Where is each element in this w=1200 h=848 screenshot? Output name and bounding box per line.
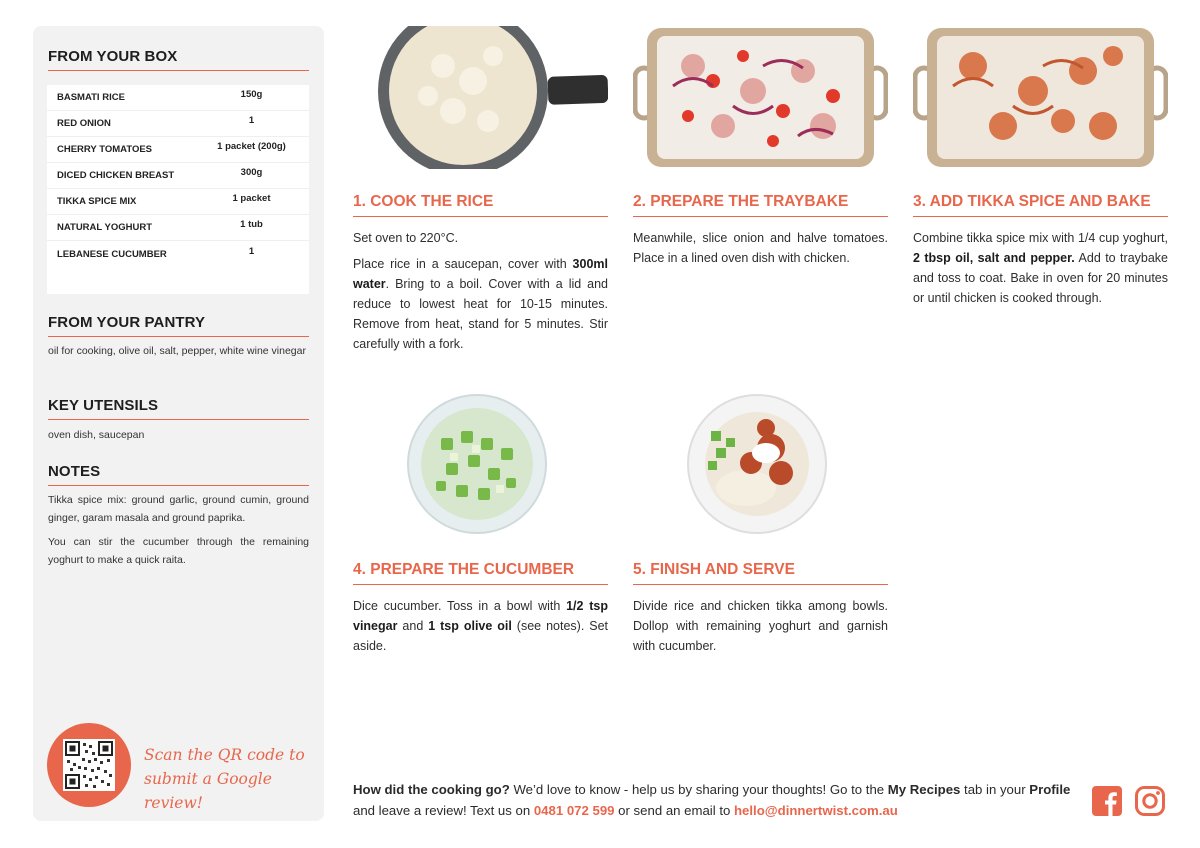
ingredient-quantity: 1 [248,245,255,257]
qr-caption-line-2: submit a Google review! [144,770,272,812]
instagram-icon[interactable] [1134,785,1166,817]
utensils-title: KEY UTENSILS [48,397,159,414]
step-paragraph [913,228,1168,308]
step-text-run: Add to traybake and toss to coat. Bake in oven for 20 minutes or until chicken is cooked through. [913,251,1168,305]
ingredient-quantity: 1 tub [240,219,263,230]
served-bowl-photo [686,393,828,535]
pantry-title: FROM YOUR PANTRY [48,314,206,331]
spiced-traybake-photo [913,26,1168,169]
step-text-run: Dice cucumber. Toss in a bowl with [353,599,567,613]
step-4-text [353,596,608,662]
step-3-text [913,228,1168,314]
step-3-rule [913,216,1168,217]
step-paragraph [633,596,888,656]
footer-question: How did the cooking go? [353,782,510,797]
step-text-run: (see notes). Set aside. [353,619,609,653]
footer-text-3: and leave a review! Text us on [353,803,534,818]
step-1-text [353,228,608,360]
step-5-text [633,596,888,662]
step-text-run: Meanwhile, slice onion and halve tomatoes. Place in a lined oven dish with chicken. [633,231,888,265]
ingredient-quantity: 1 [248,115,255,126]
phone-link[interactable]: 0481 072 599 [533,803,615,818]
ingredient-name: DICED CHICKEN BREAST [57,170,175,181]
box-title-rule [48,70,309,71]
step-4-rule [353,584,608,585]
utensils-title-rule [48,419,309,420]
footer-text-4: or send an email to [614,803,734,818]
cucumber-bowl-photo [406,393,548,535]
step-1-title: 1. COOK THE RICE [353,193,494,210]
step-5-rule [633,584,888,585]
step-2-rule [633,216,888,217]
email-link[interactable]: hello@dinnertwist.com.au [734,803,898,818]
step-text-run: Set oven to 220°C. [353,231,459,245]
step-emphasis: 1/2 tsp vinegar [353,599,608,633]
ingredient-quantity: 150g [240,89,263,100]
qr-review-caption [144,743,314,815]
pantry-title-rule [48,336,309,337]
box-title: FROM YOUR BOX [48,48,178,65]
box-ingredient-row [47,85,309,111]
notes-title-rule [48,485,309,486]
step-5-title: 5. FINISH AND SERVE [633,561,795,578]
note-1: Tikka spice mix: ground garlic, ground cumin, ground ginger, garam masala and ground paprika. [48,494,309,524]
ingredient-quantity: 1 packet [232,193,271,204]
qr-badge [47,723,131,807]
step-emphasis: 300ml water [353,257,608,291]
notes-title: NOTES [48,463,101,480]
review-footer [353,779,1073,821]
step-paragraph [353,254,608,354]
my-recipes-link[interactable]: My Recipes [887,782,961,797]
ingredients-sidebar [33,26,324,821]
step-emphasis: 2 tbsp oil, salt and pepper. [913,251,1075,265]
ingredient-name: NATURAL YOGHURT [57,222,152,233]
box-ingredient-row [47,215,309,241]
qr-code-icon[interactable] [63,739,115,791]
ingredient-name: TIKKA SPICE MIX [57,196,137,207]
box-ingredients-table [47,85,309,294]
step-2-title: 2. PREPARE THE TRAYBAKE [633,193,849,210]
facebook-icon[interactable] [1091,785,1123,817]
step-2-text [633,228,888,274]
note-2: You can stir the cucumber through the remaining yoghurt to make a quick raita. [48,536,309,566]
step-text-run: Divide rice and chicken tikka among bowls. Dollop with remaining yoghurt and garnish with cucumber. [633,599,888,653]
profile-link[interactable]: Profile [1029,782,1071,797]
box-ingredient-row [47,241,309,267]
footer-text-1: We’d love to know - help us by sharing your thoughts! Go to the [509,782,888,797]
step-paragraph [353,228,608,248]
box-ingredient-row [47,163,309,189]
pantry-text: oil for cooking, olive oil, salt, pepper, white wine vinegar [48,345,306,357]
step-paragraph [633,228,888,268]
ingredient-name: BASMATI RICE [57,92,125,103]
footer-text-2: tab in your [960,782,1030,797]
ingredient-quantity: 300g [240,167,263,178]
step-1-rule [353,216,608,217]
box-ingredient-row [47,111,309,137]
step-text-run: Combine tikka spice mix with 1/4 cup yoghurt, [913,231,1168,245]
step-3-title: 3. ADD TIKKA SPICE AND BAKE [913,193,1151,210]
step-text-run: Place rice in a saucepan, cover with [353,257,573,271]
step-emphasis: 1 tsp olive oil [428,619,512,633]
box-ingredient-row [47,137,309,163]
rice-saucepan-photo [353,26,608,169]
box-ingredient-row [47,189,309,215]
step-text-run: . Bring to a boil. Cover with a lid and reduce to lowest heat for 10-15 minutes. Remove from heat, stand for 5 minutes. Stir carefully with a fork. [353,277,608,351]
step-text-run: and [397,619,429,633]
qr-caption-line-1: Scan the QR code to [144,746,305,764]
utensils-text: oven dish, saucepan [48,429,145,441]
ingredient-name: LEBANESE CUCUMBER [57,248,167,260]
ingredient-name: CHERRY TOMATOES [57,144,153,155]
step-4-title: 4. PREPARE THE CUCUMBER [353,561,575,578]
ingredient-quantity: 1 packet (200g) [217,141,286,152]
ingredient-name: RED ONION [57,118,111,129]
step-paragraph [353,596,608,656]
raw-traybake-photo [633,26,888,169]
